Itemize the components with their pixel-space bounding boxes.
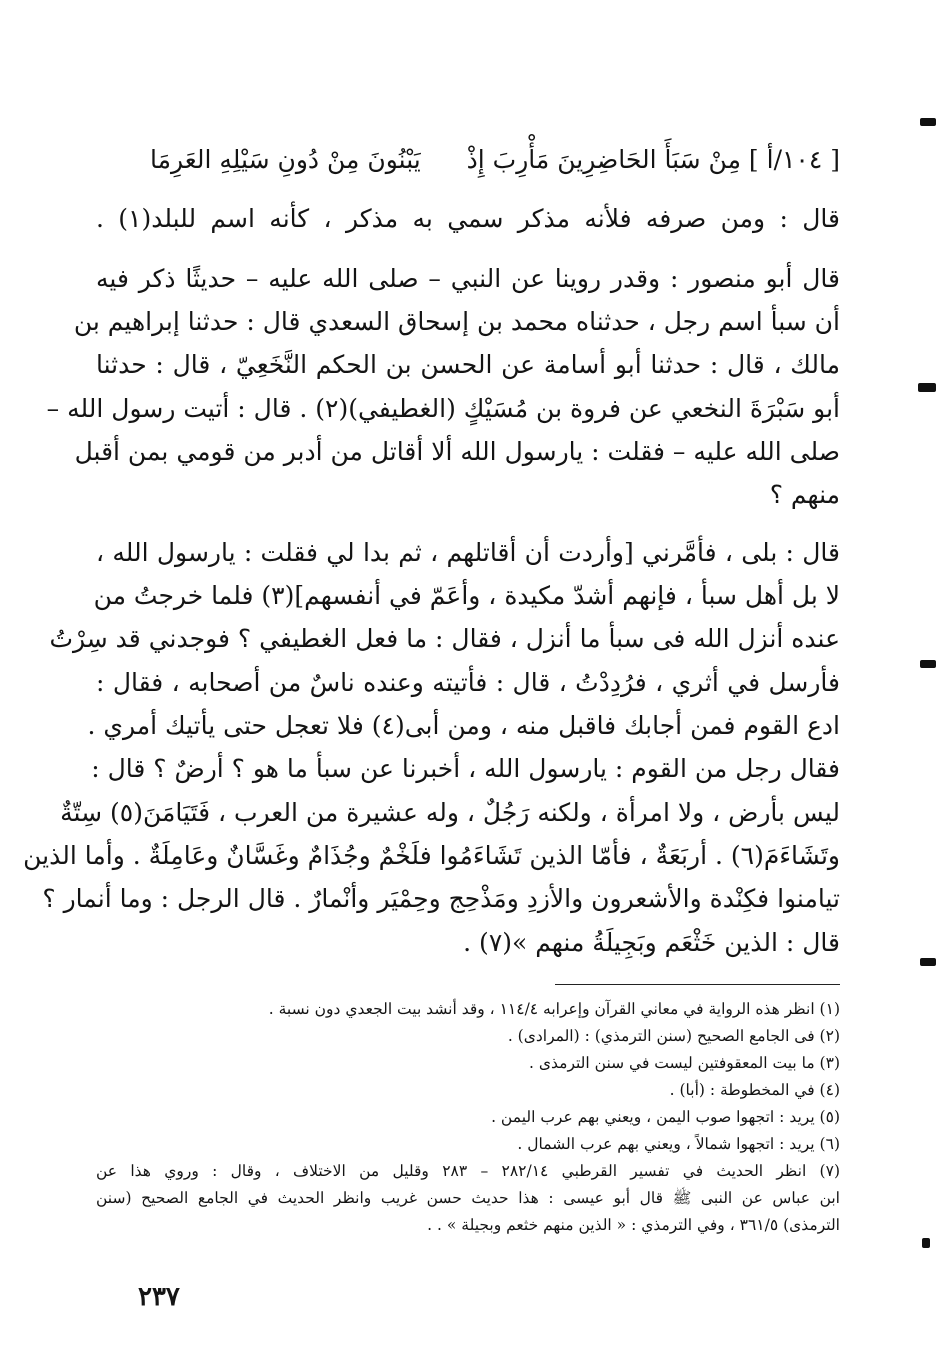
footnote: الترمذى) ٣٦١/٥ ، وفي الترمذي : « الذين منهم خثعم وبجيلة » . . <box>427 1216 840 1234</box>
footnote: (٣) ما بيت المعقوفتين ليست في سنن الترمذى . <box>529 1054 840 1072</box>
footnote: (٢) فى الجامع الصحيح (سنن الترمذي) : (المرادى) . <box>507 1027 840 1045</box>
poetry-verse <box>150 140 840 180</box>
body-line: قال أبو منصور : وقدر روينا عن النبي – صلى الله عليه – حديثًا ذكر فيه <box>96 264 840 293</box>
footnote: ابن عباس عن النبى ﷺ قال أبو عيسى : هذا حديث حسن غريب وانظر الحديث في الجامع الصحيح (سنن <box>96 1189 840 1207</box>
verse-hemistich-second: يَبْنُونَ مِنْ دُونِ سَيْلِهِ العَرِمَا <box>150 145 421 174</box>
body-line: صلى الله عليه – فقلت : يارسول الله ألا أقاتل من أدبر من قومي بمن أقبل <box>74 437 840 466</box>
footnote: (١) انظر هذه الرواية في معاني القرآن وإعرابه ١١٤/٤ ، وقد أنشد بيت الجعدي دون نسبة . <box>268 1000 840 1018</box>
body-line: مالك ، قال : حدثنا أبو أسامة عن الحسن بن الحكم النَّخَعِيّ ، قال : حدثنا <box>96 350 840 379</box>
body-line: قال : ومن صرفه فلأنه مذكر سمي به مذكر ، كأنه اسم للبلد(١) . <box>96 204 840 233</box>
footnote: (٧) انظر الحديث في تفسير القرطبي ٢٨٢/١٤ – ٢٨٣ وقليل من الاختلاف ، وقال : وروي هذا عن <box>96 1162 840 1180</box>
scan-mark <box>920 660 936 668</box>
body-line: تيامنوا فكِنْدة والأشعرون والأزدِ ومَذْحِج وحِمْيَر وأنْمارٌ . قال الرجل : وما أنمار ؟ <box>42 884 840 913</box>
footnote-separator <box>555 984 840 985</box>
body-line: فأرسل في أثري ، فرُدِدْتُ ، قال : فأتيته وعنده ناسٌ من أصحابه ، فقال : <box>96 668 840 697</box>
footnote: (٦) يريد : اتجهوا شمالاً ، ويعني بهم عرب الشمال . <box>517 1135 840 1153</box>
body-line: عنده أنزل الله فى سبأ ما أنزل ، فقال : ما فعل الغطيفي ؟ فوجدني قد سِرْتُ <box>49 624 840 653</box>
body-line: منهم ؟ <box>769 480 840 509</box>
page-number: ٢٣٧ <box>138 1282 180 1312</box>
scan-mark <box>920 118 936 126</box>
scan-mark <box>922 1238 930 1248</box>
footnote: (٥) يريد : اتجهوا صوب اليمن ، ويعني بهم عرب اليمن . <box>491 1108 840 1126</box>
body-line: وتَشَاءَمَ(٦) . أربَعَةٌ ، فأمّا الذين تَشَاءَمُوا فلَخْمٌ وجُذَامٌ وغَسَّانٌ وعَامِلَةٌ . وأما الذين <box>23 841 840 870</box>
body-line: فقال رجل من القوم : يارسول الله ، أخبرنا عن سبأ ما هو ؟ أرضٌ ؟ قال : <box>91 754 840 783</box>
body-line: أن سبأ اسم رجل ، حدثناه محمد بن إسحاق السعدي قال : حدثنا إبراهيم بن <box>73 307 840 336</box>
verse-hemistich-first: [ ١٠٤/أ ] مِنْ سَبَأَ الحَاضِرِينَ مَأْرِبَ إِذْ <box>466 145 840 174</box>
body-line: أبو سَبْرَةَ النخعي عن فروة بن مُسَيْكٍ (الغطيفي)(٢) . قال : أتيت رسول الله – <box>46 394 840 423</box>
body-line: ادع القوم فمن أجابك فاقبل منه ، ومن أبى(٤) فلا تعجل حتى يأتيك أمري . <box>87 711 840 740</box>
body-line: قال : بلى ، فأمَّرني [وأردت أن أقاتلهم ، ثم بدا لي فقلت : يارسول الله ، <box>96 538 840 567</box>
scan-mark <box>918 383 936 392</box>
body-line: قال : الذين خَثْعَم وبَجِيلَةُ منهم »(٧) . <box>463 928 840 957</box>
scan-mark <box>920 958 936 966</box>
body-line: لا بل أهل سبأ ، فإنهم أشدّ مكيدة ، وأعَمّ في أنفسهم](٣) فلما خرجتُ من <box>93 581 840 610</box>
body-line: ليس بأرض ، ولا امرأة ، ولكنه رَجُلٌ ، وله عشيرة من العرب ، فَتَيَامَنَ(٥) سِتّةٌ <box>60 798 840 827</box>
footnote: (٤) في المخطوطة : (أبا) . <box>669 1081 840 1099</box>
